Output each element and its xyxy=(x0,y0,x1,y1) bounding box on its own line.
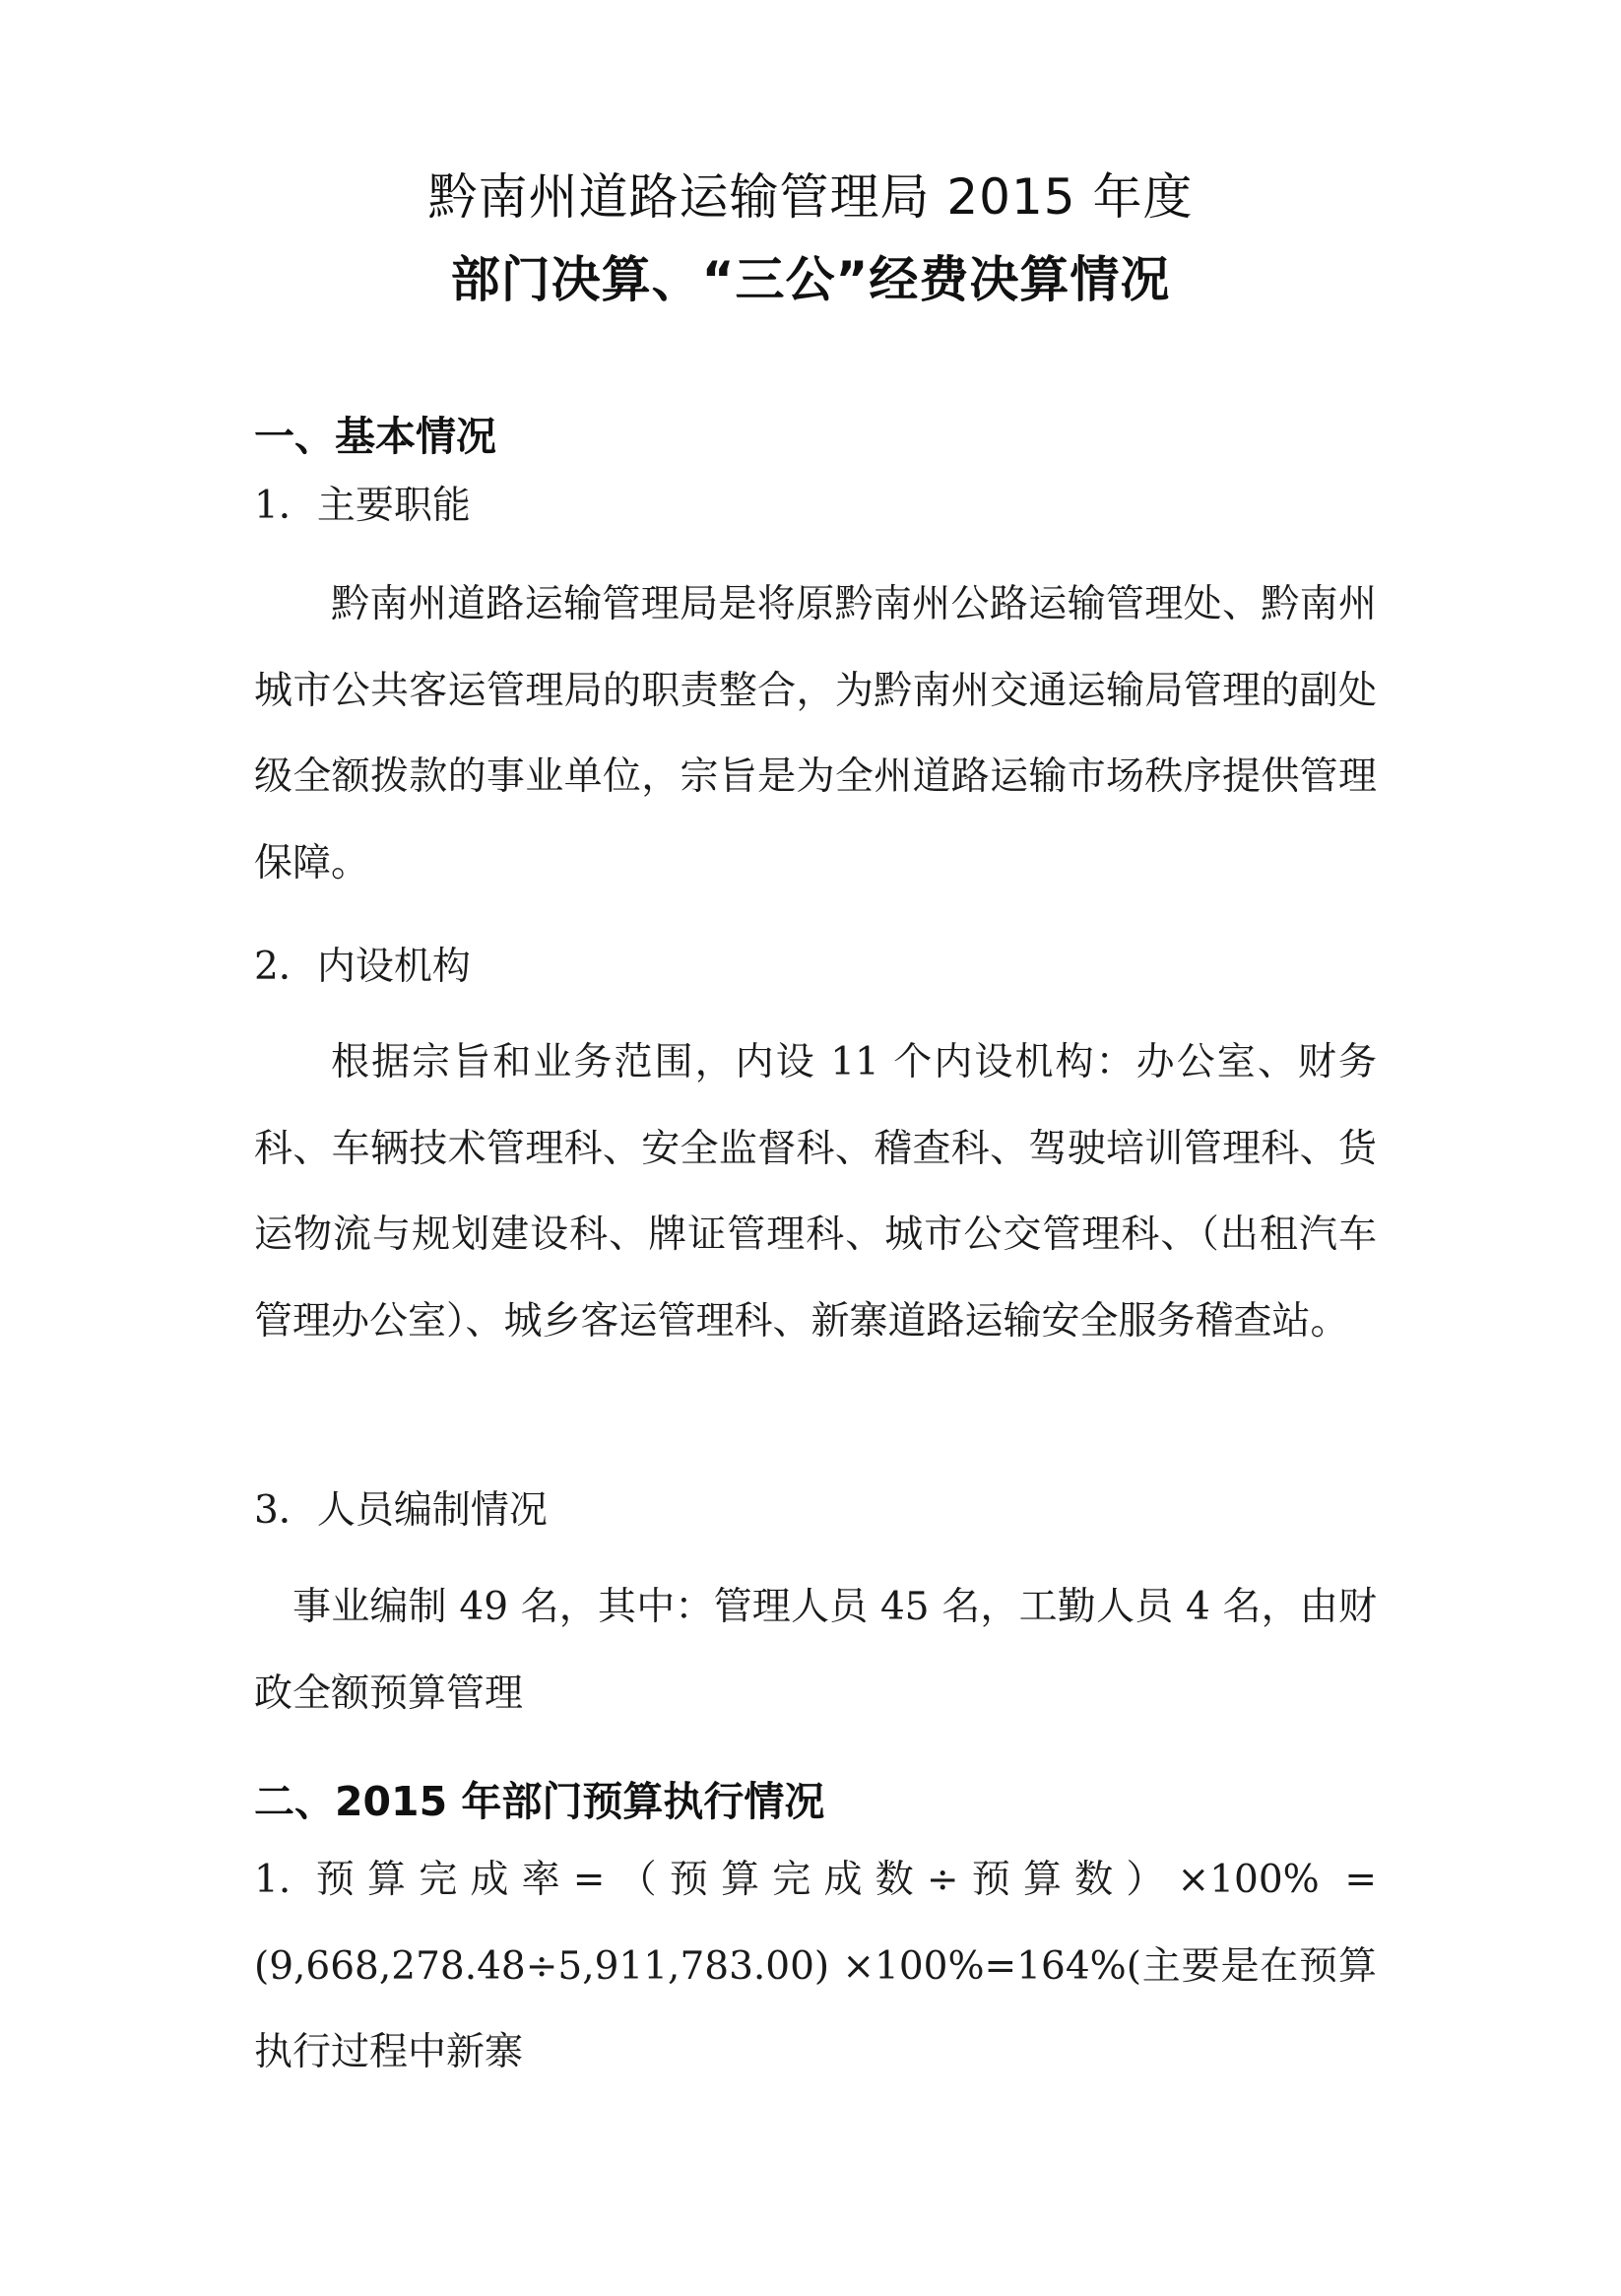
section1-heading: 一、基本情况 xyxy=(254,413,496,460)
section1-item1-label: 1．主要职能 xyxy=(254,484,471,528)
document-title-line2: 部门决算、“三公”经费决算情况 xyxy=(450,251,1171,308)
document-title-line1: 黔南州道路运输管理局 2015 年度 xyxy=(427,168,1194,226)
section2-item1-text: 1. 预算完成率=（预算完成数÷预算数）×100% =(9,668,278.48÷5,911,783.00) ×100%=164%(主要是在预算执行过程中新寨 xyxy=(254,1858,1377,2074)
section1-item3-label: 3．人员编制情况 xyxy=(254,1488,548,1533)
section1-item2-text: 根据宗旨和业务范围，内设 11 个内设机构：办公室、财务科、车辆技术管理科、安全监督科、稽查科、驾驶培训管理科、货运物流与规划建设科、牌证管理科、城市公交管理科、（出租汽车管理办公室）、城乡客运管理科、新寨道路运输安全服务稽查站。 xyxy=(254,1040,1377,1344)
section1-item2-label: 2．内设机构 xyxy=(254,945,471,989)
section1-item3-text: 事业编制 49 名，其中：管理人员 45 名，工勤人员 4 名，由财政全额预算管理 xyxy=(254,1585,1377,1716)
section1-item1-text: 黔南州道路运输管理局是将原黔南州公路运输管理处、黔南州城市公共客运管理局的职责整合，为黔南州交通运输局管理的副处级全额拨款的事业单位，宗旨是为全州道路运输市场秩序提供管理保障。 xyxy=(254,582,1377,886)
section2-heading: 二、2015 年部门预算执行情况 xyxy=(254,1778,825,1825)
